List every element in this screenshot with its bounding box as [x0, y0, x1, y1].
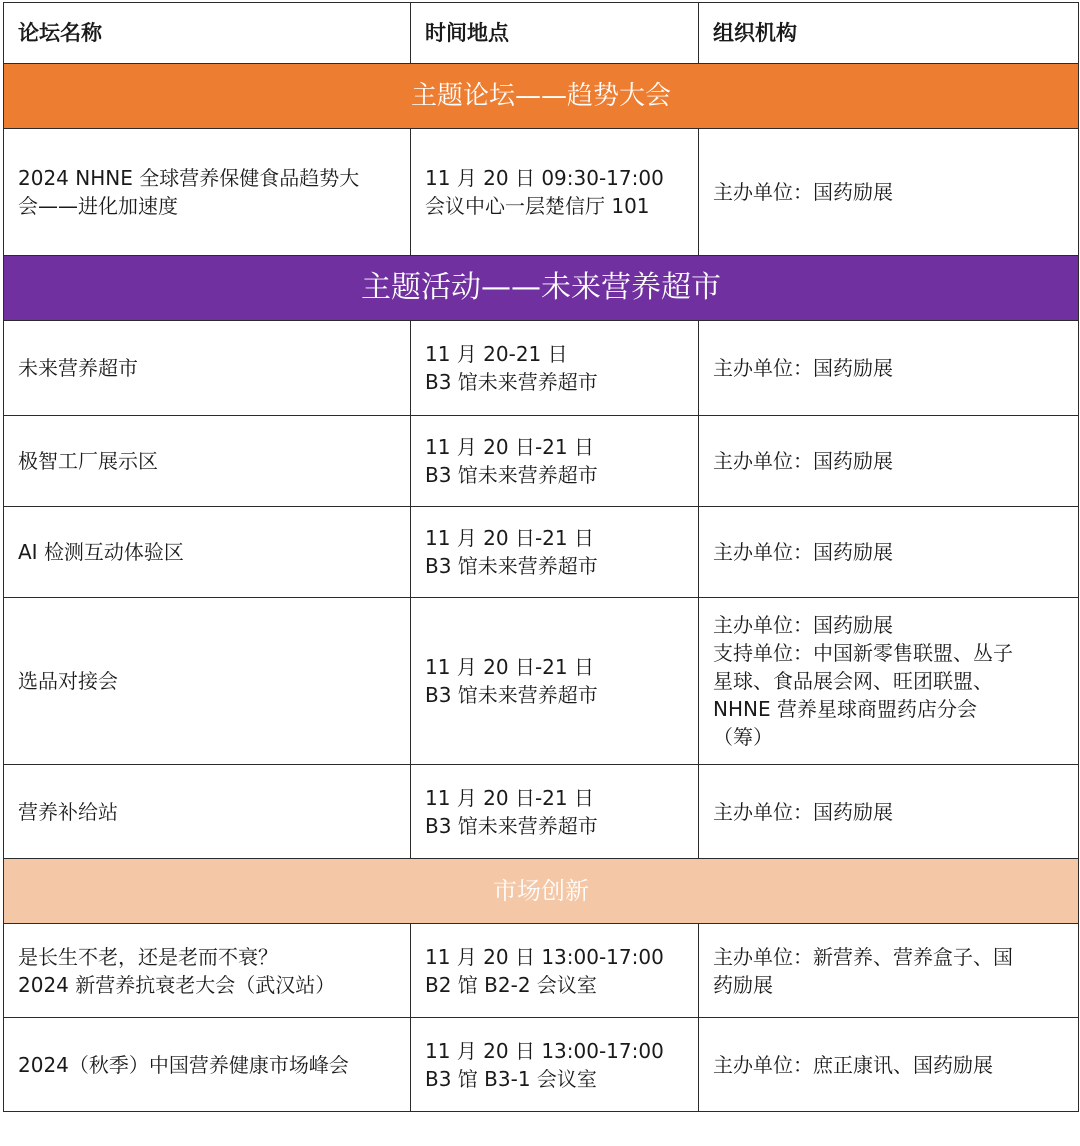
section-title: 市场创新 [4, 859, 1079, 924]
organizer-line: 主办单位：国药励展 [713, 613, 893, 637]
table-row [4, 924, 1079, 1018]
section-header-row [4, 859, 1079, 924]
organizer-cell [699, 416, 1079, 507]
organizer-line: 主办单位：国药励展 [713, 449, 893, 473]
organizer-line: 主办单位：新营养、营养盒子、国 [713, 944, 1013, 969]
time-line: 11 月 20 日 13:00-17:00 [425, 944, 664, 969]
forum-name-cell [4, 1018, 411, 1112]
organizer-line: 主办单位：国药励展 [713, 180, 893, 204]
header-forum-name: 论坛名称 [4, 3, 411, 64]
place-line: B2 馆 B2-2 会议室 [425, 972, 597, 997]
table-row [4, 598, 1079, 765]
organizer-line: 主办单位：国药励展 [713, 799, 893, 824]
header-row [4, 3, 1079, 64]
time-line: 11 月 20 日-21 日 [425, 785, 594, 810]
forum-name-line: 未来营养超市 [18, 356, 138, 380]
table-row [4, 416, 1079, 507]
time-line: 11 月 20 日-21 日 [425, 526, 594, 550]
organizer-line: 主办单位：庶正康讯、国药励展 [713, 1052, 993, 1077]
forum-name-line: 选品对接会 [18, 669, 118, 693]
forum-name-cell [4, 416, 411, 507]
forum-name-cell [4, 129, 411, 256]
organizer-line: 主办单位：国药励展 [713, 356, 893, 380]
time-line: 11 月 20 日-21 日 [425, 655, 594, 679]
supporter-line: NHNE 营养星球商盟药店分会 [713, 697, 977, 721]
table-row [4, 1018, 1079, 1112]
forum-name-line: 2024 NHNE 全球营养保健食品趋势大 [18, 166, 360, 190]
forum-name-cell [4, 598, 411, 765]
section-header-row [4, 256, 1079, 321]
forum-name-cell [4, 765, 411, 859]
supporter-line: （筹） [713, 725, 773, 749]
time-place-cell [411, 1018, 699, 1112]
organizer-cell [699, 1018, 1079, 1112]
organizer-cell [699, 598, 1079, 765]
organizer-line: 药励展 [713, 972, 773, 997]
place-line: 会议中心一层楚信厅 101 [425, 194, 650, 218]
forum-name-line: 是长生不老，还是老而不衰？ [18, 944, 278, 969]
time-place-cell [411, 598, 699, 765]
place-line: B3 馆未来营养超市 [425, 813, 598, 838]
table-row [4, 321, 1079, 416]
forum-name-line: 极智工厂展示区 [18, 449, 158, 473]
organizer-cell [699, 321, 1079, 416]
supporter-line: 星球、食品展会网、旺团联盟、 [713, 669, 993, 693]
organizer-line: 主办单位：国药励展 [713, 540, 893, 564]
table-row [4, 129, 1079, 256]
forum-schedule-table [3, 2, 1079, 1112]
forum-name-line: 2024（秋季）中国营养健康市场峰会 [18, 1052, 349, 1077]
forum-name-line: 营养补给站 [18, 799, 118, 824]
place-line: B3 馆未来营养超市 [425, 370, 598, 394]
organizer-cell [699, 129, 1079, 256]
place-line: B3 馆未来营养超市 [425, 683, 598, 707]
time-place-cell [411, 765, 699, 859]
time-line: 11 月 20 日 09:30-17:00 [425, 166, 664, 190]
section-title: 主题活动——未来营养超市 [4, 256, 1079, 321]
header-time-place: 时间地点 [411, 3, 699, 64]
forum-name-line: 2024 新营养抗衰老大会（武汉站） [18, 972, 336, 997]
place-line: B3 馆未来营养超市 [425, 554, 598, 578]
forum-name-line: 会——进化加速度 [18, 194, 178, 218]
forum-name-line: AI 检测互动体验区 [18, 540, 184, 564]
place-line: B3 馆 B3-1 会议室 [425, 1066, 597, 1091]
organizer-cell [699, 507, 1079, 598]
table-row [4, 765, 1079, 859]
forum-name-cell [4, 924, 411, 1018]
organizer-cell [699, 765, 1079, 859]
time-place-cell [411, 321, 699, 416]
forum-name-cell [4, 507, 411, 598]
section-header-row [4, 64, 1079, 129]
supporter-line: 支持单位：中国新零售联盟、丛子 [713, 641, 1013, 665]
table-row [4, 507, 1079, 598]
time-place-cell [411, 416, 699, 507]
organizer-cell [699, 924, 1079, 1018]
forum-name-cell [4, 321, 411, 416]
place-line: B3 馆未来营养超市 [425, 463, 598, 487]
time-line: 11 月 20 日 13:00-17:00 [425, 1038, 664, 1063]
section-title: 主题论坛——趋势大会 [4, 64, 1079, 129]
header-organizer: 组织机构 [699, 3, 1079, 64]
time-line: 11 月 20-21 日 [425, 342, 568, 366]
time-place-cell [411, 507, 699, 598]
time-place-cell [411, 924, 699, 1018]
time-line: 11 月 20 日-21 日 [425, 435, 594, 459]
time-place-cell [411, 129, 699, 256]
